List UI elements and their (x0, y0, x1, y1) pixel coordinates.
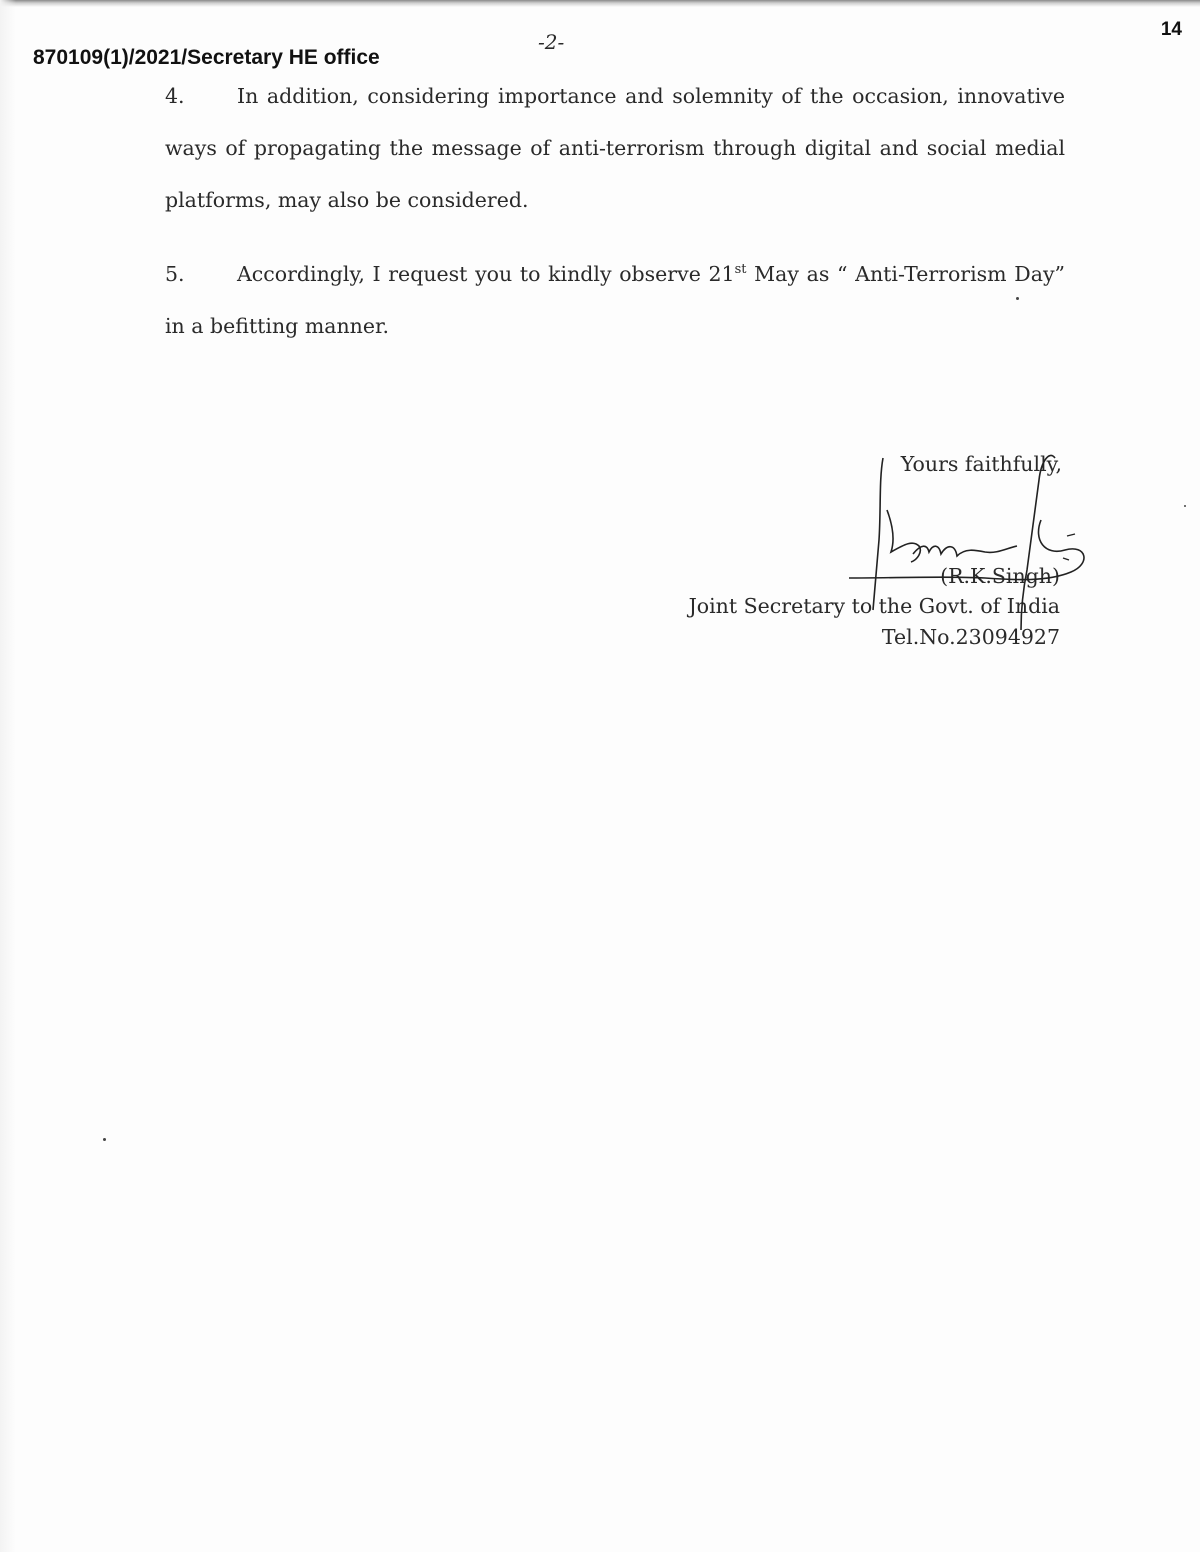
paragraph-number: 4. (165, 84, 185, 108)
signatory-telephone: Tel.No.23094927 (881, 625, 1060, 649)
signatory-name: (R.K.Singh) (940, 564, 1060, 588)
date-suffix: st (734, 262, 747, 277)
paragraph-text-before-date: Accordingly, I request you to kindly observe (237, 261, 709, 286)
scan-speck (1184, 505, 1186, 507)
page-number: 14 (1160, 19, 1182, 40)
handwritten-page-number: -2- (538, 30, 565, 54)
paragraph-4 (165, 70, 1065, 226)
date-day: 21 (708, 261, 735, 286)
paragraph-number: 5. (165, 261, 185, 286)
scan-edge-top (0, 0, 1200, 7)
scan-speck (1016, 297, 1019, 300)
paragraph-5 (165, 244, 1065, 352)
signatory-designation: Joint Secretary to the Govt. of India (688, 594, 1060, 618)
handwritten-signature (835, 440, 1095, 640)
scan-edge-left (0, 0, 16, 1552)
paragraph-text-after-date: May as “ Anti-Terrorism Day” in a befitting manner. (165, 261, 1066, 338)
paragraph-text: In addition, considering importance and solemnity of the occasion, innovative ways of propagating the message of anti-terrorism through digital and social medial platforms, may also be considered. (165, 84, 1065, 212)
closing-salutation: Yours faithfully, (900, 452, 1062, 476)
scan-speck (103, 1138, 106, 1141)
file-reference: 870109(1)/2021/Secretary HE office (33, 46, 380, 69)
